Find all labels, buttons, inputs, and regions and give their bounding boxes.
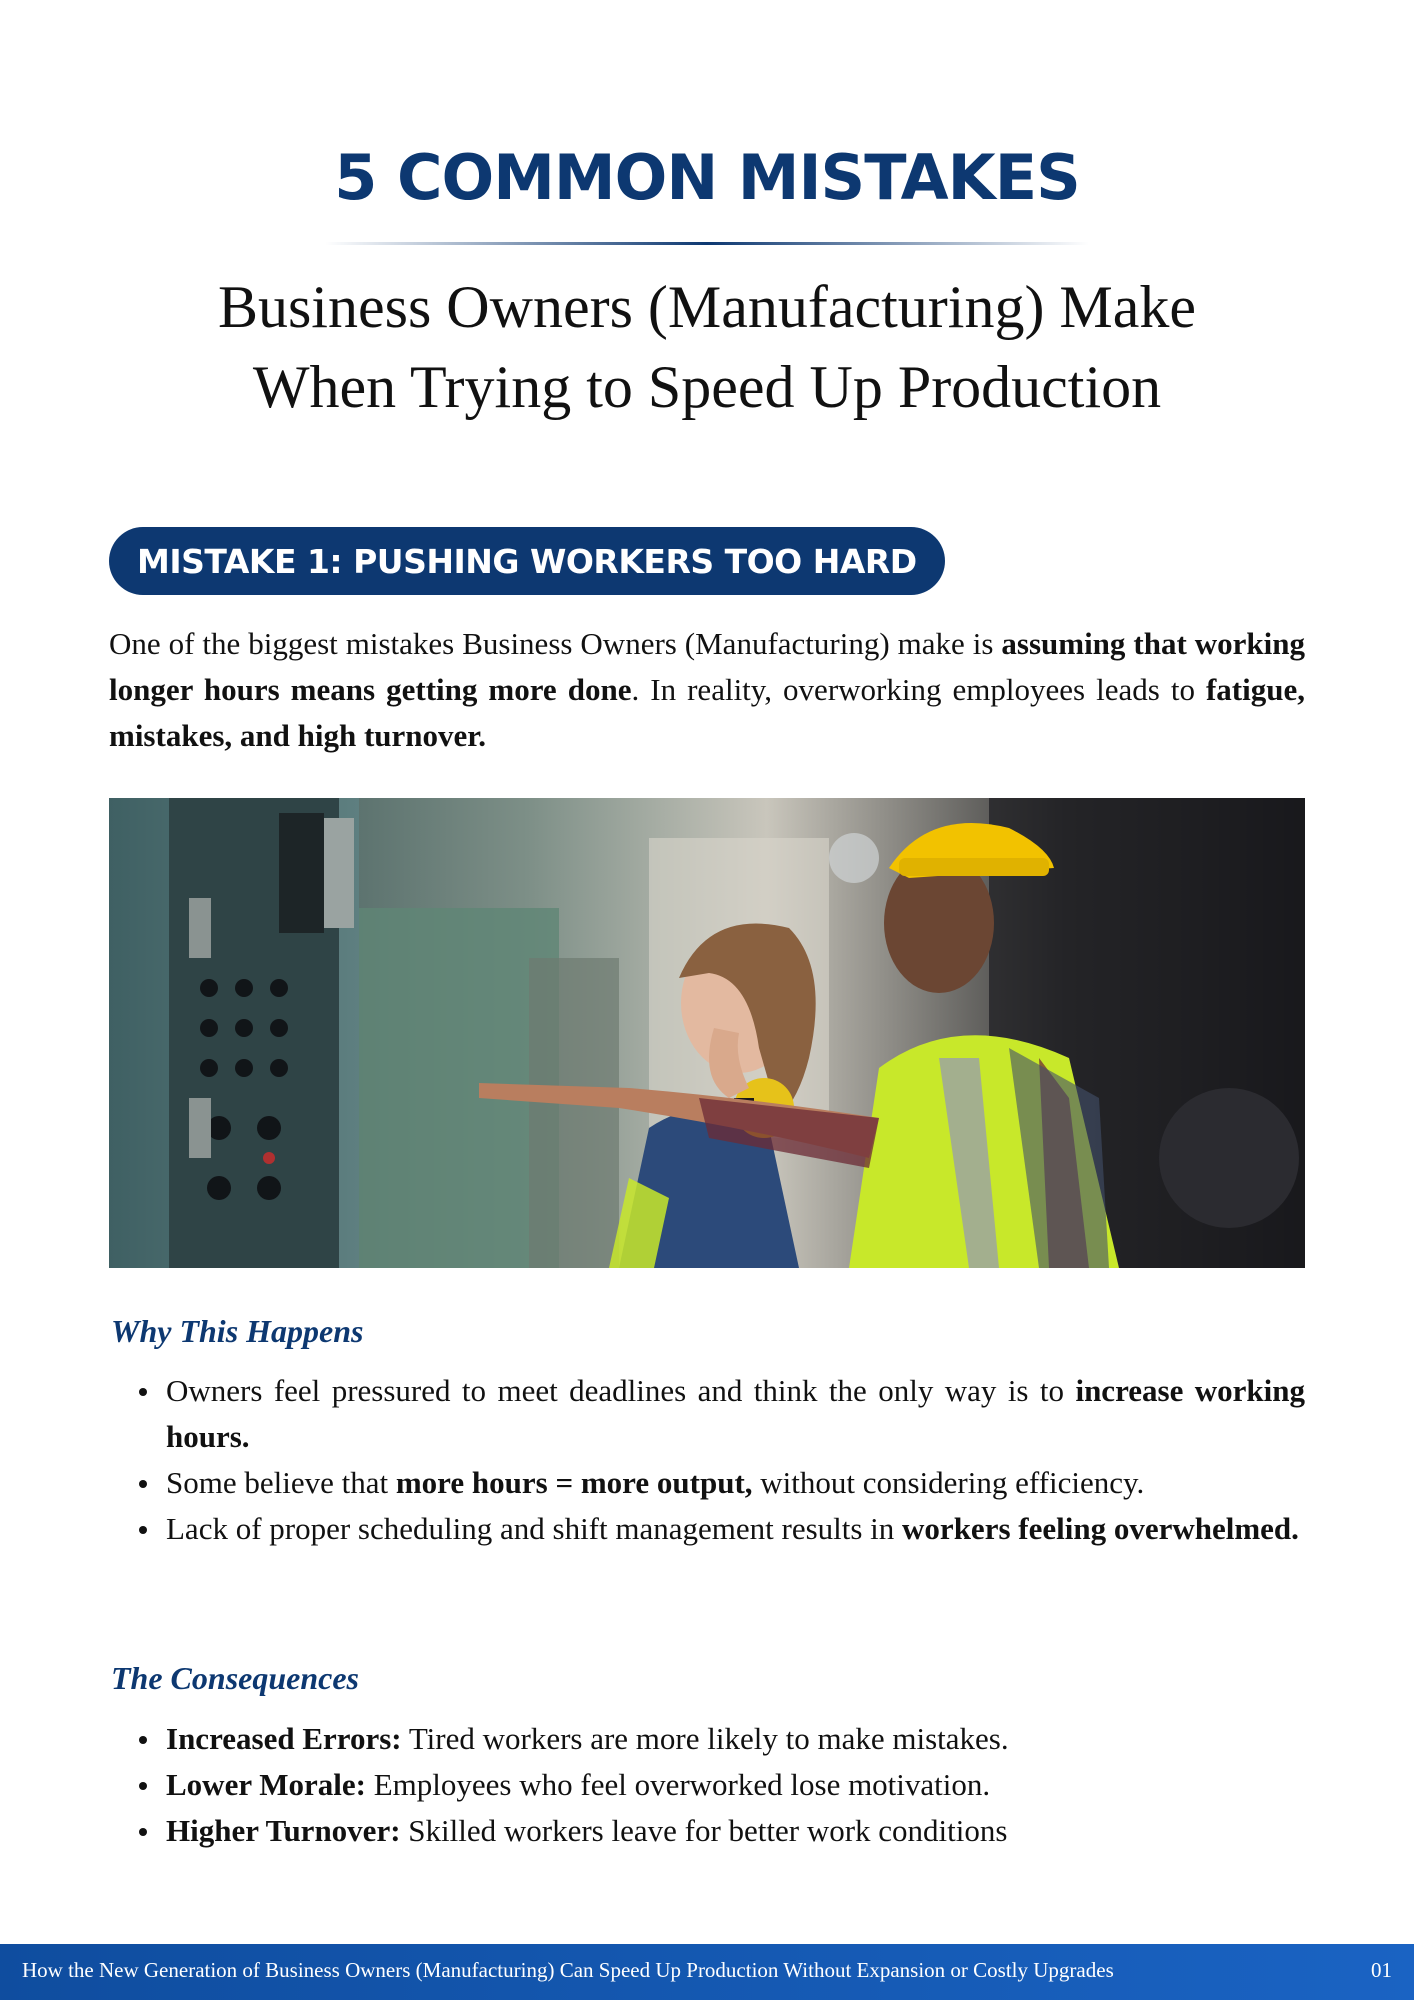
page-footer [0, 1944, 1414, 2000]
bold-text: more hours = more output, [395, 1465, 753, 1500]
intro-paragraph [109, 621, 1305, 759]
bold-text: increase working hours. [166, 1373, 1306, 1454]
consequences-list [109, 1716, 1305, 1854]
footer-text: How the New Generation of Business Owners (Manufacturing) Can Speed Up Production Without Expansion or Costly Upgrades [22, 1958, 1114, 1982]
body-text: . In reality, overworking employees leads to [631, 672, 1206, 707]
subtitle-line-1: Business Owners (Manufacturing) Make [217, 274, 1197, 340]
bold-text: workers feeling overwhelmed. [902, 1511, 1299, 1546]
subtitle-line-2: When Trying to Speed Up Production [252, 354, 1162, 420]
bold-text: fatigue, mistakes, and high turnover. [109, 672, 1305, 753]
list-item [166, 1762, 1305, 1808]
list-item [166, 1808, 1305, 1854]
list-item [166, 1716, 1305, 1762]
bold-text: Increased Errors: [166, 1721, 402, 1756]
why-list [109, 1368, 1305, 1552]
body-text: Employees who feel overworked lose motivation. [366, 1767, 991, 1802]
list-item [166, 1460, 1305, 1506]
bold-text: Lower Morale: [166, 1767, 366, 1802]
mistake-heading: MISTAKE 1: PUSHING WORKERS TOO HARD [137, 541, 917, 581]
body-text: Tired workers are more likely to make mistakes. [401, 1721, 1009, 1756]
page-title: 5 COMMON MISTAKES [334, 141, 1080, 214]
body-text: One of the biggest mistakes Business Owners (Manufacturing) make is [109, 626, 1002, 661]
list-item [166, 1506, 1305, 1552]
hero-photo [109, 798, 1305, 1268]
page-number: 01 [1371, 1958, 1392, 1982]
bold-text: assuming that working longer hours means getting more done [109, 626, 1305, 707]
body-text: Some believe that [166, 1465, 396, 1500]
body-text: without considering efficiency. [752, 1465, 1145, 1500]
list-item [166, 1368, 1305, 1460]
why-heading: Why This Happens [111, 1313, 364, 1349]
title-divider [325, 242, 1089, 245]
body-text: Lack of proper scheduling and shift management results in [166, 1511, 903, 1546]
body-text: Skilled workers leave for better work conditions [400, 1813, 1008, 1848]
mistake-heading-pill [109, 527, 945, 595]
consequences-heading: The Consequences [111, 1660, 359, 1696]
body-text: Owners feel pressured to meet deadlines and think the only way is to [166, 1373, 1076, 1408]
page-subtitle [0, 267, 1414, 427]
bold-text: Higher Turnover: [166, 1813, 401, 1848]
factory-workers-illustration [109, 798, 1305, 1268]
